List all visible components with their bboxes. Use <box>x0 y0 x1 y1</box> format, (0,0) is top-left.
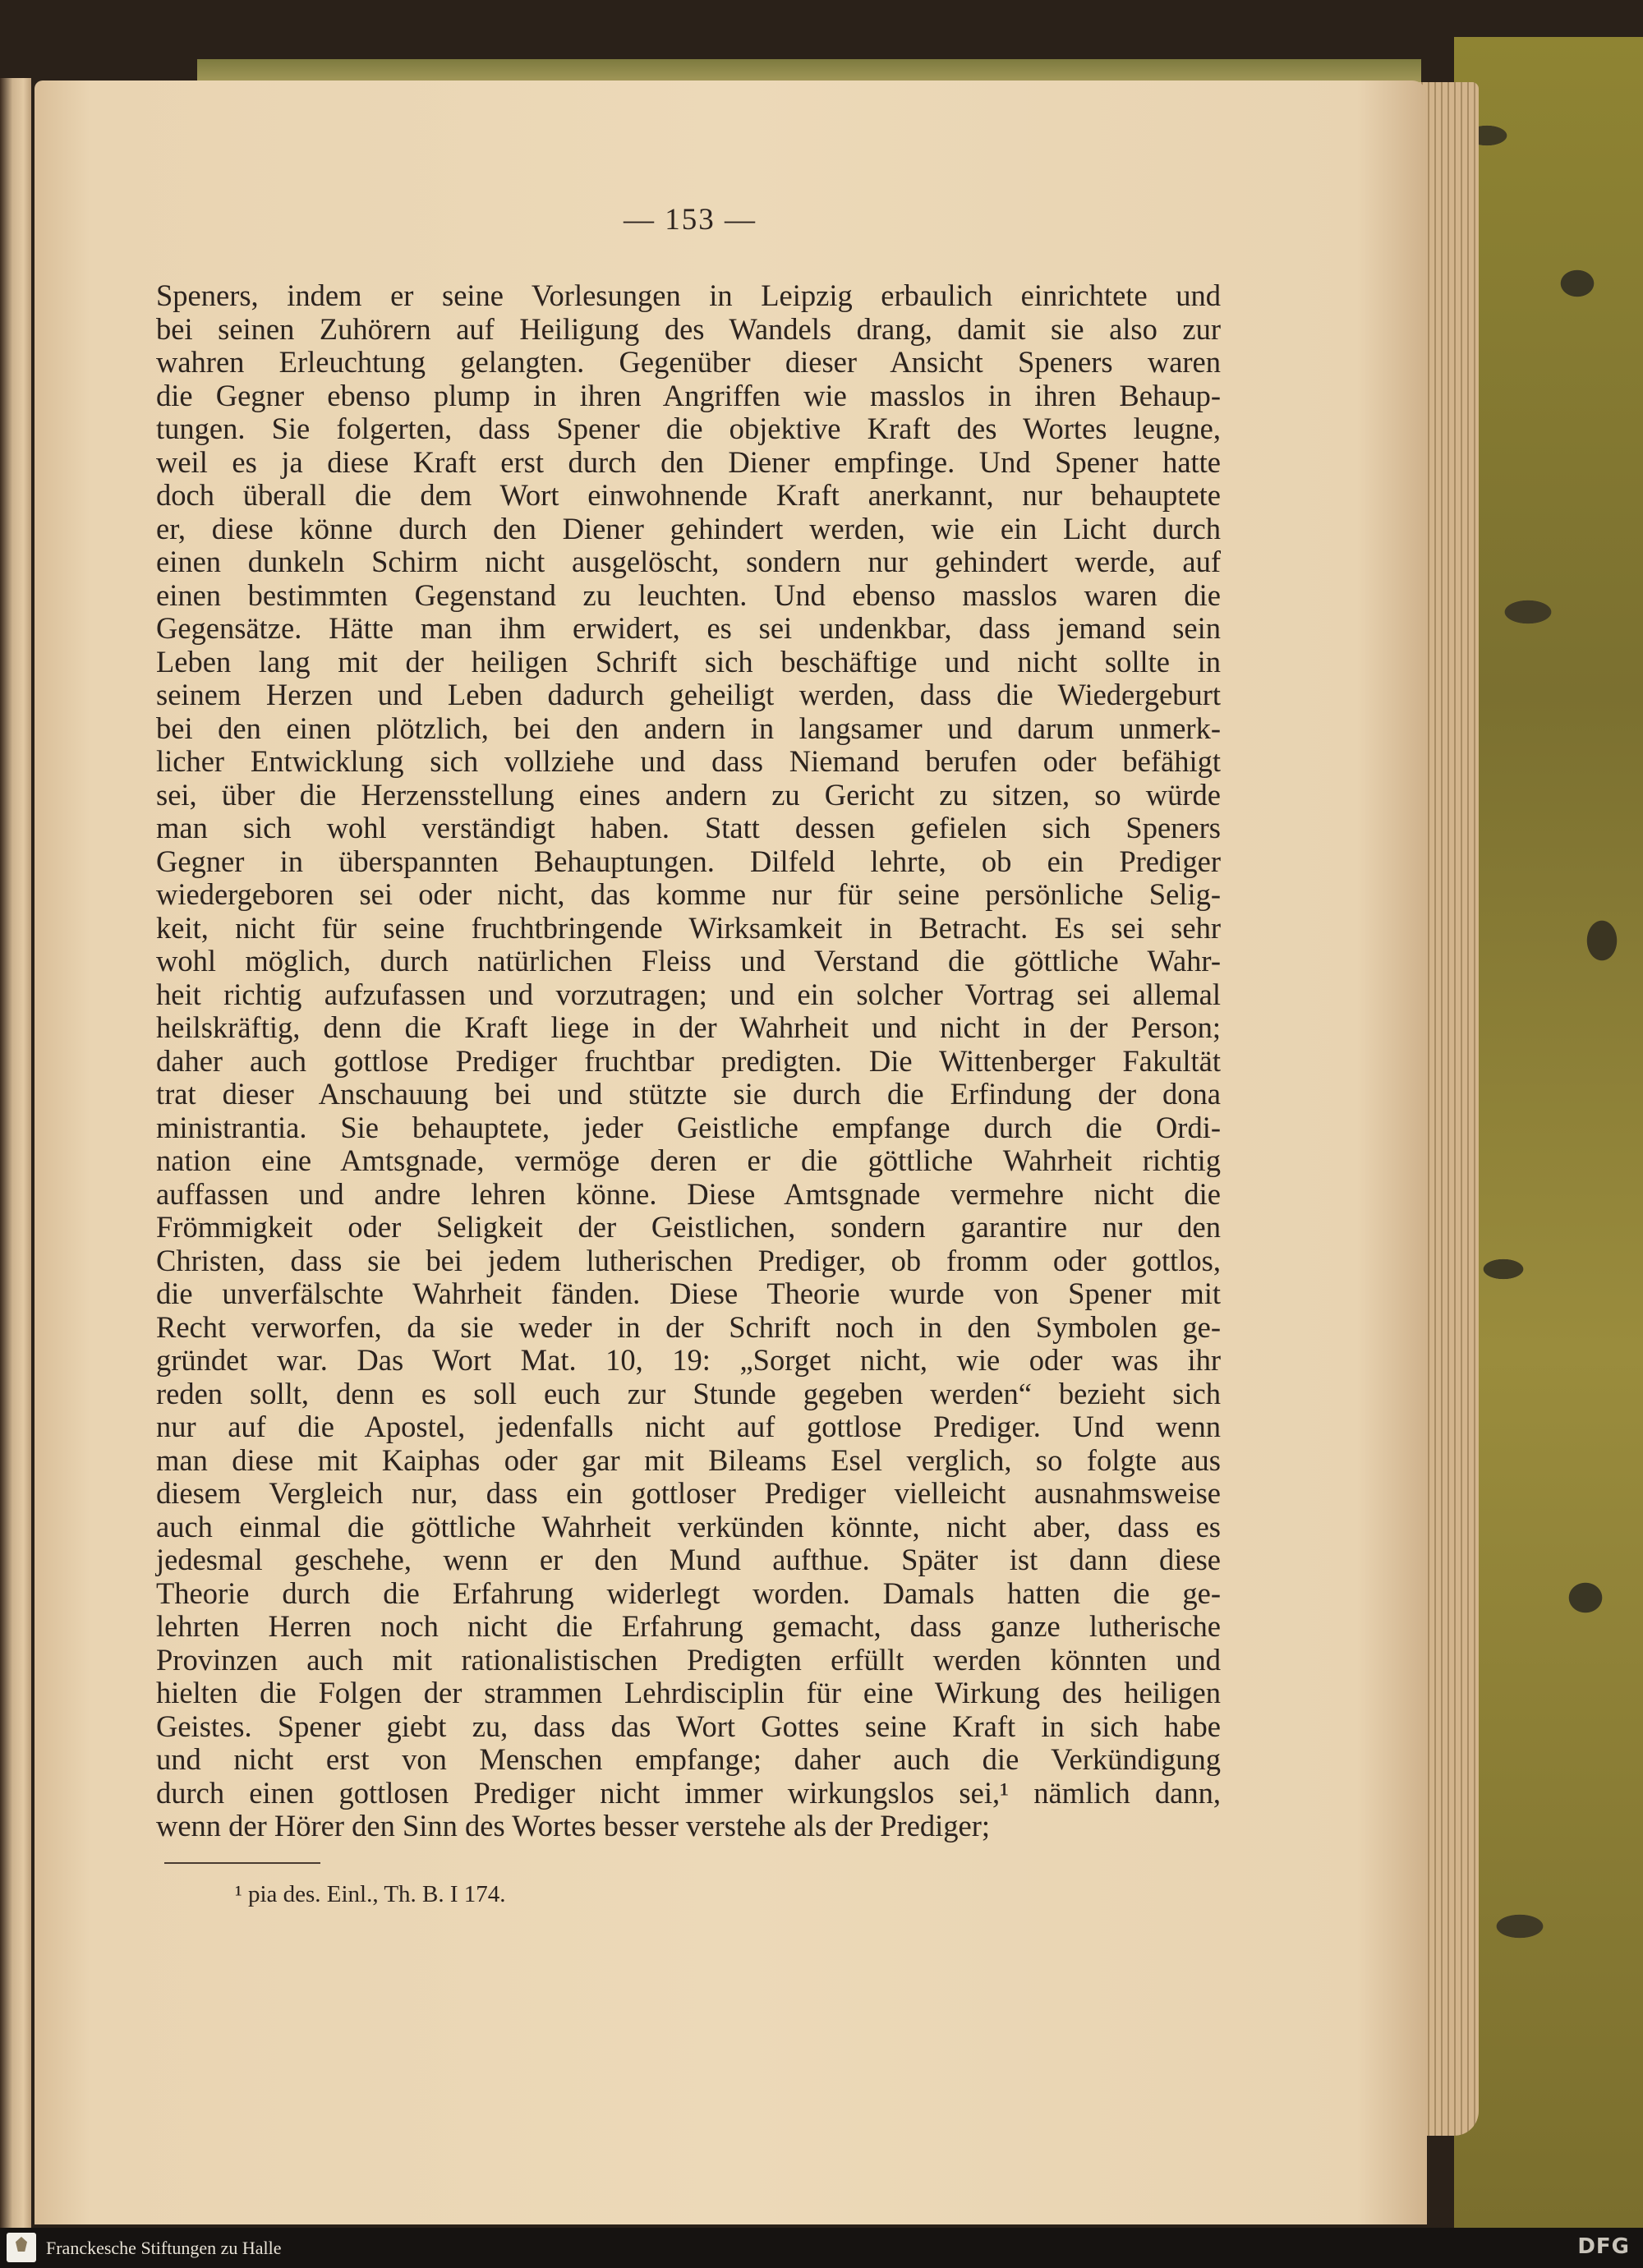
institution-logo-icon <box>7 2233 36 2262</box>
text-line: wohl möglich, durch natürlichen Fleiss und Verstand die göttliche Wahr- <box>156 944 1221 978</box>
text-line: nation eine Amtsgnade, vermöge deren er die göttliche Wahrheit richtig <box>156 1143 1221 1177</box>
text-line: durch einen gottlosen Prediger nicht immer wirkungslos sei,¹ nämlich dann, <box>156 1775 1221 1810</box>
text-line: bei seinen Zuhörern auf Heiligung des Wandels drang, damit sie also zur <box>156 311 1221 346</box>
marbled-cover <box>1454 37 1643 2228</box>
text-line: Provinzen auch mit rationalistischen Predigten erfüllt werden könnten und <box>156 1642 1221 1677</box>
text-line: diesem Vergleich nur, dass ein gottloser Prediger vielleicht ausnahmsweise <box>156 1476 1221 1510</box>
text-line: nur auf die Apostel, jedenfalls nicht auf gottlose Prediger. Und wenn <box>156 1410 1221 1443</box>
text-line: er, diese könne durch den Diener gehindert werden, wie ein Licht durch <box>156 511 1221 545</box>
text-line: einen dunkeln Schirm nicht ausgelöscht, sondern nur gehindert werde, auf <box>156 545 1221 578</box>
text-line: wenn der Hörer den Sinn des Wortes besser verstehe als der Prediger; <box>156 1809 991 1842</box>
text-line: Christen, dass sie bei jedem lutherischen Prediger, ob fromm oder gottlos, <box>156 1243 1221 1277</box>
text-line: man diese mit Kaiphas oder gar mit Bileams Esel verglich, so folgte aus <box>156 1442 1221 1477</box>
viewer-footer <box>0 2228 1643 2268</box>
text-line: die Gegner ebenso plump in ihren Angriffen wie masslos in ihren Behaup- <box>156 378 1221 412</box>
page-number: — 153 — <box>624 203 757 237</box>
text-line: Speners, indem er seine Vorlesungen in Leipzig erbaulich einrichtete und <box>156 278 1221 312</box>
text-line: doch überall die dem Wort einwohnende Kraft anerkannt, nur behauptete <box>156 478 1221 512</box>
text-line: Frömmigkeit oder Seligkeit der Geistlichen, sondern garantire nur den <box>156 1210 1221 1244</box>
text-line: heit richtig aufzufassen und vorzutragen; und ein solcher Vortrag sei allemal <box>156 977 1221 1011</box>
text-line: Gegner in überspannten Behauptungen. Dilfeld lehrte, ob ein Prediger <box>156 844 1221 878</box>
text-line: reden sollt, denn es soll euch zur Stunde gegeben werden“ bezieht sich <box>156 1376 1221 1410</box>
text-line: auch einmal die göttliche Wahrheit verkünden könnte, nicht aber, dass es <box>156 1509 1221 1543</box>
text-line: wahren Erleuchtung gelangten. Gegenüber dieser Ansicht Speners waren <box>156 345 1221 379</box>
text-line: auffassen und andre lehren könne. Diese Amtsgnade vermehre nicht die <box>156 1176 1221 1211</box>
text-line: weil es ja diese Kraft erst durch den Diener empfinge. Und Spener hatte <box>156 444 1221 479</box>
text-line: Theorie durch die Erfahrung widerlegt worden. Damals hatten die ge- <box>156 1576 1221 1610</box>
text-line: heilskräftig, denn die Kraft liege in der Wahrheit und nicht in der Person; <box>156 1010 1221 1044</box>
text-line: keit, nicht für seine fruchtbringende Wirksamkeit in Betracht. Es sei sehr <box>156 910 1221 945</box>
text-line: gründet war. Das Wort Mat. 10, 19: „Sorget nicht, wie oder was ihr <box>156 1343 1221 1377</box>
text-line: Recht verworfen, da sie weder in der Schrift noch in den Symbolen ge- <box>156 1309 1221 1344</box>
text-line: einen bestimmten Gegenstand zu leuchten. Und ebenso masslos waren die <box>156 577 1221 612</box>
institution-label: Franckesche Stiftungen zu Halle <box>46 2238 282 2258</box>
text-line: tungen. Sie folgerten, dass Spener die objektive Kraft des Wortes leugne, <box>156 412 1221 445</box>
footnote-divider <box>164 1862 320 1864</box>
text-line: Leben lang mit der heiligen Schrift sich beschäftige und nicht sollte in <box>156 644 1221 679</box>
text-line: lehrten Herren noch nicht die Erfahrung gemacht, dass ganze lutherische <box>156 1609 1221 1643</box>
text-line: hielten die Folgen der strammen Lehrdisciplin für eine Wirkung des heiligen <box>156 1676 1221 1709</box>
text-line: man sich wohl verständigt haben. Statt dessen gefielen sich Speners <box>156 811 1221 844</box>
text-line: trat dieser Anschauung bei und stützte sie durch die Erfindung der dona <box>156 1077 1221 1111</box>
body-text <box>156 279 1221 1843</box>
text-line: ministrantia. Sie behauptete, jeder Geistliche empfange durch die Ordi- <box>156 1110 1221 1144</box>
facing-page-edge <box>0 78 31 2228</box>
text-line: Gegensätze. Hätte man ihm erwidert, es sei undenkbar, dass jemand sein <box>156 611 1221 645</box>
footnote: ¹ pia des. Einl., Th. B. I 174. <box>235 1881 506 1907</box>
text-line: und nicht erst von Menschen empfange; daher auch die Verkündigung <box>156 1742 1221 1776</box>
text-line: Geistes. Spener giebt zu, dass das Wort Gottes seine Kraft in sich habe <box>156 1709 1221 1743</box>
text-line: licher Entwicklung sich vollziehe und dass Niemand berufen oder befähigt <box>156 744 1221 778</box>
text-line: jedesmal geschehe, wenn er den Mund aufthue. Später ist dann diese <box>156 1543 1221 1576</box>
text-line: bei den einen plötzlich, bei den andern in langsamer und darum unmerk- <box>156 711 1221 745</box>
text-line: seinem Herzen und Leben dadurch geheiligt werden, dass die Wiedergeburt <box>156 678 1221 711</box>
text-line: daher auch gottlose Prediger fruchtbar predigten. Die Wittenberger Fakultät <box>156 1043 1221 1078</box>
text-line: sei, über die Herzensstellung eines andern zu Gericht zu sitzen, so würde <box>156 777 1221 812</box>
text-line: wiedergeboren sei oder nicht, das komme nur für seine persönliche Selig- <box>156 877 1221 911</box>
dfg-logo: DFG <box>1577 2234 1630 2259</box>
text-line: die unverfälschte Wahrheit fänden. Diese Theorie wurde von Spener mit <box>156 1277 1221 1310</box>
